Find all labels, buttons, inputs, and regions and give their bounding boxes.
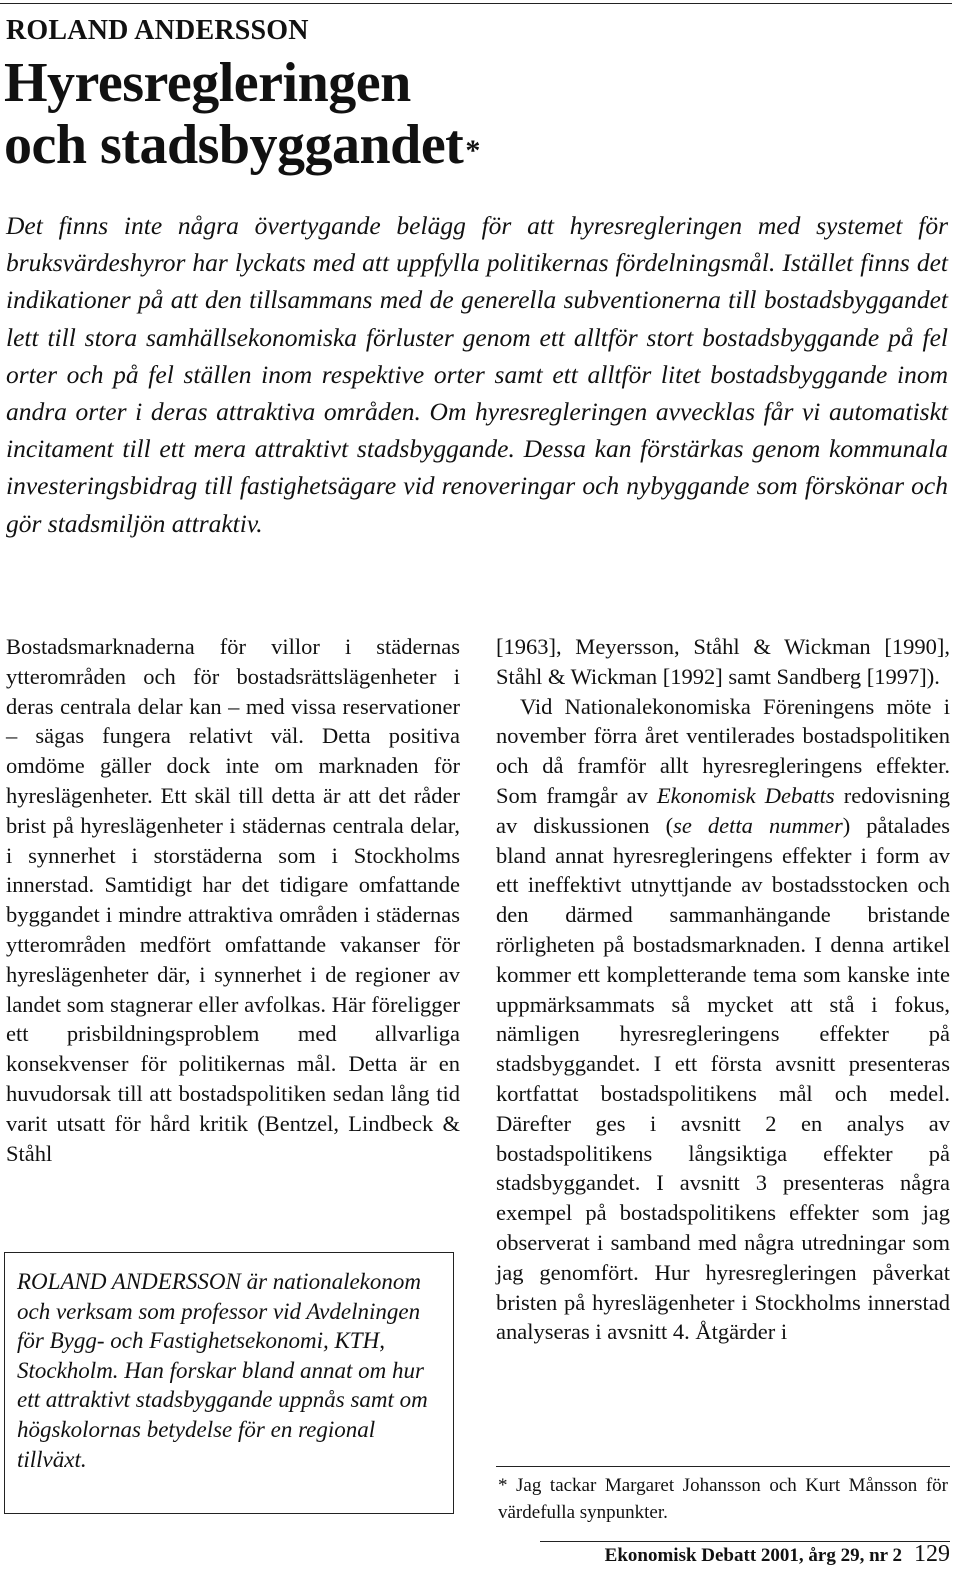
author-bio-box xyxy=(4,1252,454,1514)
page-footer xyxy=(605,1541,950,1567)
journal-name: Ekonomisk Debatts xyxy=(656,782,835,808)
body-column-left xyxy=(6,632,460,1168)
text-run: Vid Nationalekonomiska Föreningens möte i november förra året ventilerades bostadspolitiken och då framför allt hyresregleringens effekter. Som framgår av xyxy=(496,693,950,808)
footnote-rule xyxy=(496,1466,950,1467)
page-number: 129 xyxy=(914,1541,950,1567)
title-line-2 xyxy=(4,114,944,176)
article-title xyxy=(4,52,944,176)
top-rule xyxy=(0,3,952,4)
article-abstract: Det finns inte några övertygande belägg för att hyresregleringen med systemet för bruksvärdeshyror har lyckats med att uppfylla politikernas fördelningsmål. Istället finns det indikationer på att den tillsammans med de generella subventionerna till bostadsbyggandet lett till stora samhällsekonomiska förluster genom ett alltför stort bostadsbyggande på fel orter och på fel ställen inom respektive orter samt ett alltför litet bostadsbyggande inom andra orter i deras attraktiva områden. Om hyresregleringen avvecklas får vi automatiskt incitament till ett mera attraktivt stadsbyggande. Dessa kan förstärkas genom kommunala investeringsbidrag till fastighetsägare vid renoveringar och nybyggande som förskönar och gör stadsmiljön attraktiv. xyxy=(6,211,948,538)
body-paragraph: Bostadsmarknaderna för villor i städernas ytterområden och för bostadsrättslägenheter i deras centrala delar kan – med vissa reservationer – sägas fungera relativt väl. Detta positiva omdöme gäller dock inte om marknaden för hyreslägenheter. Ett skäl till detta är att det råder brist på hyreslägenheter i städernas centrala delar, i synnerhet i storstäderna som i Stockholms innerstad. Samtidigt har det tidigare omfattande byggandet i mindre attraktiva områden i städernas ytterområden medfört omfattande vakanser för hyreslägenheter där, i synnerhet i de regioner av landet som stagnerar eller avfolkas. Här föreligger ett prisbildningsproblem med allvarliga konsekvenser för politikernas mål. Detta är en huvudorsak till att bostadspolitiken sedan lång tid varit utsatt för hård kritik (Bentzel, Lindbeck & Ståhl xyxy=(6,634,460,1166)
text-run: ) påtalades bland annat hyresregleringens effekter i form av ett ineffektivt utnyttjande av bostadsstocken och den därmed sammanhängande bristande rörligheten på bostadsmarknaden. I denna artikel kommer ett kompletterande tema som kanske inte uppmärksammats så mycket att stå i fokus, nämligen hyresregleringens effekter på stadsbyggandet. I ett första avsnitt presenteras kortfattat bostadspolitikens mål och medel. Därefter ges i avsnitt 2 en analys av bostadspolitikens långsiktiga effekter på stadsbyggandet. I avsnitt 3 presenteras några exempel på bostadspolitikens effekter som jag observerat i samband med några utredningar som jag genomfört. Hur hyresregleringen påverkat bristen på hyreslägenheter i Stockholms innerstad analyseras i avsnitt 4. Åtgärder i xyxy=(496,812,950,1345)
body-paragraph: [1963], Meyersson, Ståhl & Wickman [1990], Ståhl & Wickman [1992] samt Sandberg [1997]). xyxy=(496,634,950,689)
footnote-marker: * xyxy=(465,134,480,167)
title-line-2-text: och stadsbyggandet xyxy=(4,114,464,176)
body-column-right xyxy=(496,632,950,1347)
journal-citation: Ekonomisk Debatt 2001, årg 29, nr 2 xyxy=(604,1545,902,1566)
footnote: * Jag tackar Margaret Johansson och Kurt Månsson för värdefulla synpunkter. xyxy=(498,1475,948,1523)
text-run: redovisning av diskussionen ( xyxy=(496,782,950,838)
author-heading: ROLAND ANDERSSON xyxy=(6,15,309,46)
author-bio: ROLAND ANDERSSON är nationalekonom och verksam som professor vid Avdelningen för Bygg- och Fastighetsekonomi, KTH, Stockholm. Han forskar bland annat om hur ett attraktivt stadsbyggande uppnås samt om högskolornas betydelse för en regional tillväxt. xyxy=(17,1269,428,1472)
cross-reference: se detta nummer xyxy=(673,812,843,838)
body-paragraph xyxy=(496,692,950,1348)
title-line-1: Hyresregleringen xyxy=(4,52,411,114)
